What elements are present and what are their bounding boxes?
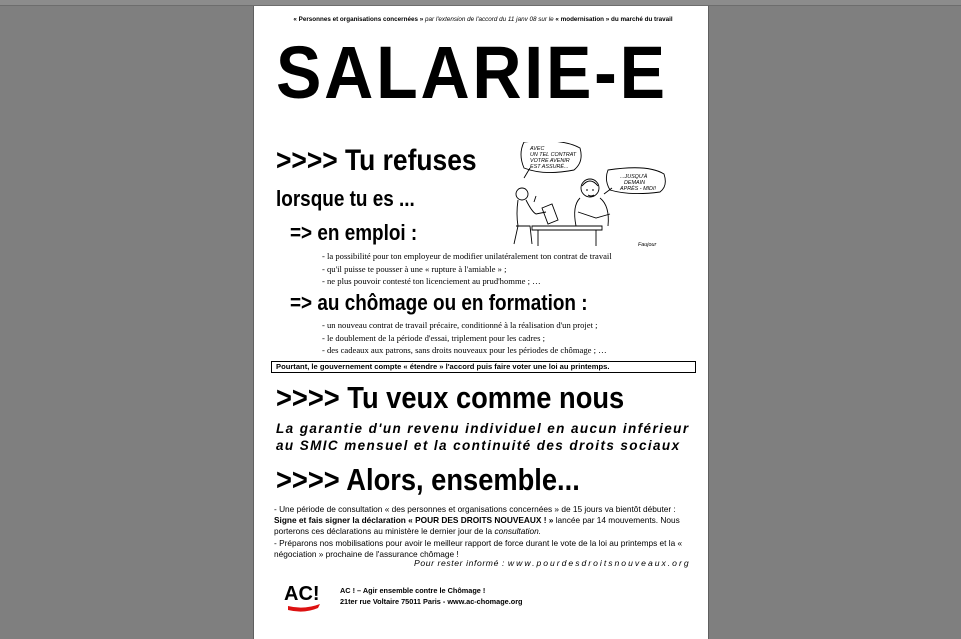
page-title: SALARIE-E <box>276 31 668 114</box>
org-address: 21ter rue Voltaire 75011 Paris - www.ac-chomage.org <box>340 597 523 606</box>
demand-line1: La garantie d'un revenu individuel en aucun inférieur <box>276 421 690 436</box>
ac-logo <box>282 576 326 614</box>
chomage-list <box>322 319 607 357</box>
speech1-line2: UN TEL CONTRAT <box>530 152 577 158</box>
paragraph-2: - Préparons nos mobilisations pour avoir le meilleur rapport de force durant le vote de la loi au printemps et la « négociation » prochaine de l'assurance chômage ! <box>274 537 683 559</box>
emploi-list <box>322 250 612 288</box>
cartoon-signature: Faujour <box>638 242 657 248</box>
list-item: - un nouveau contrat de travail précaire, conditionné à la réalisation d'un projet ; <box>322 320 598 330</box>
svg-text:AC!: AC! <box>284 583 320 605</box>
org-name: AC ! – Agir ensemble contre le Chômage ! <box>340 586 486 595</box>
website-link[interactable]: www.pourdesdroitsnouveaux.org <box>507 558 691 568</box>
heading-chomage: => au chômage ou en formation : <box>290 290 588 315</box>
list-item: - la possibilité pour ton employeur de modifier unilatéralement ton contrat de travail <box>322 251 612 261</box>
speech2-line2: DEMAIN <box>624 180 645 186</box>
demand-text <box>276 420 696 454</box>
subheading-lorsque: lorsque tu es ... <box>276 186 415 211</box>
speech2-line3: APRÈS - MIDI! <box>620 186 656 192</box>
info-line: Pour rester informé : www.pourdesdroitsnouveaux.org <box>414 558 691 568</box>
header-line: « Personnes et organisations concernées » par l'extension de l'accord du 11 janv 08 sur le « modernisation » du marché du travail <box>293 16 673 23</box>
list-item: - ne plus pouvoir contesté ton licenciement au prud'homme ; … <box>322 276 541 287</box>
cartoon-illustration <box>512 142 684 250</box>
speech1-line3: VOTRE AVENIR <box>530 158 570 164</box>
demand-line2: au SMIC mensuel et la continuité des droits sociaux <box>276 438 681 453</box>
list-item: - le doublement de la période d'essai, triplement pour les cadres ; <box>322 332 546 343</box>
speech1-line1: AVEC <box>530 146 545 152</box>
heading-refuses: >>>> Tu refuses <box>276 144 477 177</box>
list-item: - qu'il puisse te pousser à une « rupture à l'amiable » ; <box>322 263 507 274</box>
heading-ensemble: >>>> Alors, ensemble... <box>276 462 580 497</box>
speech2-line1: ...JUSQU'À <box>620 174 648 180</box>
speech1-line4: EST ASSURÉ... <box>530 164 569 170</box>
document-page <box>253 6 709 639</box>
list-item: - des cadeaux aux patrons, sans droits nouveaux pour les périodes de chômage ; … <box>322 345 607 356</box>
notice-box: Pourtant, le gouvernement compte « étendre » l'accord puis faire voter une loi au printemps. <box>271 361 696 373</box>
heading-veux: >>>> Tu veux comme nous <box>276 380 625 415</box>
paragraph-1: - Une période de consultation « des personnes et organisations concernées » de 15 jours va bientôt débuter : Signe et fais signer la déclaration « POUR DES DROITS NOUVEAUX ! » lancée par 14 mouvements. Nous porterons ces déclarations au ministère le dernier jour de la consultation. <box>274 504 680 537</box>
consultation-text <box>274 504 700 560</box>
heading-emploi: => en emploi : <box>290 220 418 245</box>
footer-block <box>340 585 523 607</box>
